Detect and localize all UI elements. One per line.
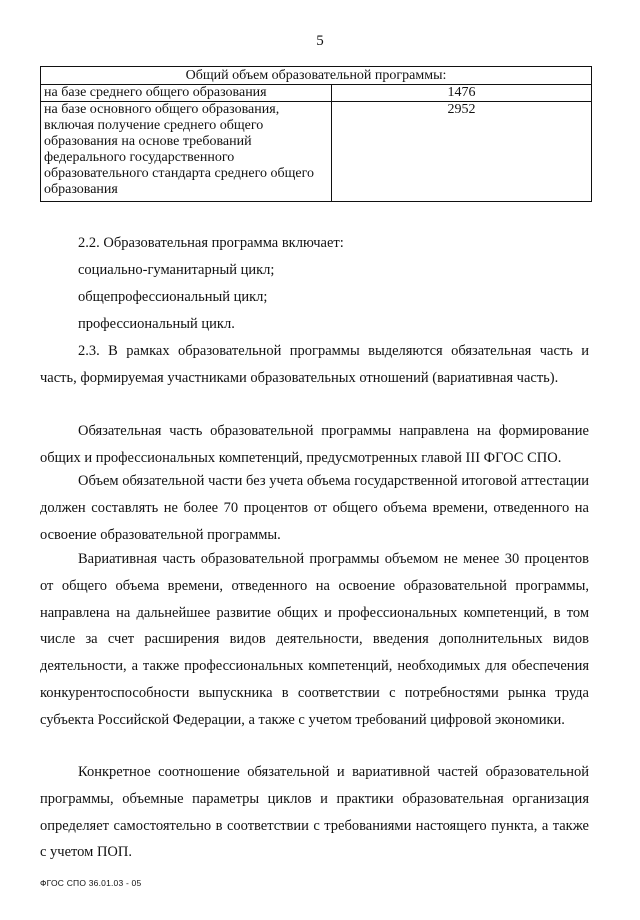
- cycle-item: общепрофессиональный цикл;: [78, 289, 268, 305]
- program-volume-table: [40, 66, 592, 202]
- table-row-label: на базе основного общего образования, включая получение среднего общего образования на основе требований федерального государственного образовательного стандарта среднего общего образования: [41, 102, 332, 202]
- page-number: 5: [316, 33, 324, 49]
- table-caption-row: [41, 67, 592, 85]
- paragraph-mandatory-volume: Объем обязательной части без учета объема государственной итоговой аттестации должен составлять не более 70 процентов от общего объема времени, отведенного на освоение образовательной программы.: [40, 473, 589, 543]
- cycle-item: профессиональный цикл.: [78, 316, 235, 332]
- paragraph-2-3: 2.3. В рамках образовательной программы выделяются обязательная часть и часть, формируемая участниками образовательных отношений (вариативная часть).: [40, 343, 589, 386]
- cycle-item: социально-гуманитарный цикл;: [78, 262, 275, 278]
- paragraph-mandatory-part: Обязательная часть образовательной программы направлена на формирование общих и профессиональных компетенций, предусмотренных главой III ФГОС СПО.: [40, 423, 589, 466]
- table-row: [41, 102, 592, 202]
- table-row: [41, 85, 592, 102]
- table-row-value: 2952: [332, 102, 592, 202]
- table-row-value: 1476: [332, 85, 592, 102]
- table-row-label: на базе среднего общего образования: [41, 85, 332, 102]
- footer-document-code: ФГОС СПО 36.01.03 - 05: [40, 878, 142, 888]
- paragraph-variative-part: Вариативная часть образовательной программы объемом не менее 30 процентов от общего объема времени, отведенного на освоение образовательной программы, направлена на дальнейшее развитие общих и профессиональных компетенций, в том числе за счет расширения видов деятельности, введения дополнительных видов деятельности, а также профессиональных компетенций, необходимых для обеспечения конкурентоспособности выпускника в соответствии с потребностями рынка труда субъекта Российской Федерации, а также с учетом требований цифровой экономики.: [40, 551, 589, 728]
- table-caption: Общий объем образовательной программы:: [41, 67, 592, 85]
- paragraph-ratio: Конкретное соотношение обязательной и вариативной частей образовательной программы, объемные параметры циклов и практики образовательная организация определяет самостоятельно в соответствии с требованиями настоящего пункта, а также с учетом ПОП.: [40, 764, 589, 861]
- paragraph-2-2: 2.2. Образовательная программа включает:: [78, 235, 344, 251]
